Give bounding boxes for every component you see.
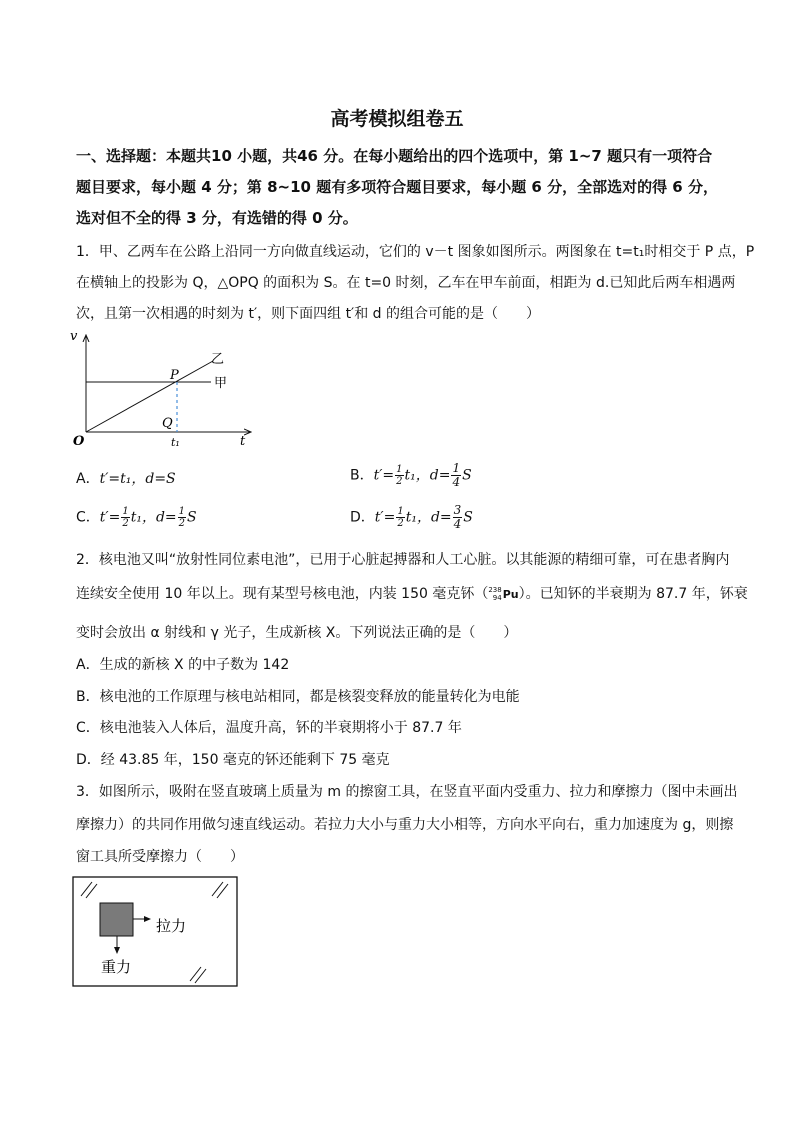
q1-stem-line2: 在横轴上的投影为 Q，△OPQ 的面积为 S。在 t=0 时刻，乙车在甲车前面，相距为 d.已知此后两车相遇两 bbox=[76, 275, 736, 291]
q2-option-a[interactable]: A．生成的新核 X 的中子数为 142 bbox=[76, 657, 290, 673]
option-expr-post: S bbox=[462, 467, 472, 484]
fraction-1: $\frac{1}{2}$ bbox=[396, 464, 403, 487]
cleaning-tool-block bbox=[100, 903, 133, 936]
q2-stem-line3: 变时会放出 α 射线和 γ 光子，生成新核 X。下列说法正确的是（ ） bbox=[76, 625, 518, 641]
jia-label: 甲 bbox=[214, 376, 228, 391]
nuclide-symbol: Pu bbox=[502, 588, 519, 601]
q1-option-b[interactable] bbox=[350, 462, 472, 489]
line-yi bbox=[86, 361, 213, 432]
nuclide-numbers: 238 94 bbox=[488, 586, 502, 602]
q1-stem-line1: 1．甲、乙两车在公路上沿同一方向做直线运动，它们的 v－t 图象如图所示。两图象在 t=t₁时相交于 P 点，P bbox=[76, 244, 755, 260]
q3-stem-line1: 3．如图所示，吸附在竖直玻璃上质量为 m 的擦窗工具，在竖直平面内受重力、拉力和摩擦力（图中未画出 bbox=[76, 784, 738, 800]
option-expr-mid: t₁，d= bbox=[404, 467, 451, 484]
option-expr-pre: t′= bbox=[373, 467, 395, 484]
section-instructions-line3: 选对但不全的得 3 分，有选错的得 0 分。 bbox=[76, 209, 358, 227]
q2-option-b[interactable]: B．核电池的工作原理与核电站相同，都是核裂变释放的能量转化为电能 bbox=[76, 689, 520, 705]
q3-stem-line2: 摩擦力）的共同作用做匀速直线运动。若拉力大小与重力大小相等，方向水平向右，重力加速度为 g，则擦 bbox=[76, 817, 734, 833]
window-cleaner-figure bbox=[72, 876, 240, 988]
fraction-1: $\frac{1}{2}$ bbox=[397, 506, 404, 529]
q2-option-c[interactable]: C．核电池装入人体后，温度升高，钚的半衰期将小于 87.7 年 bbox=[76, 720, 462, 736]
v-axis-label: v bbox=[70, 329, 78, 344]
point-q-label: Q bbox=[162, 416, 173, 431]
q2-option-d[interactable]: D．经 43.85 年，150 毫克的钚还能剩下 75 毫克 bbox=[76, 752, 390, 768]
option-letter: B． bbox=[350, 467, 374, 484]
option-expr-pre: t′= bbox=[374, 509, 396, 526]
t1-label: t₁ bbox=[171, 436, 180, 449]
q1-stem-line3: 次，且第一次相遇的时刻为 t′，则下面四组 t′和 d 的组合可能的是（ ） bbox=[76, 306, 541, 322]
option-expr-post: S bbox=[187, 509, 197, 526]
page-title: 高考模拟组卷五 bbox=[330, 108, 464, 130]
yi-label: 乙 bbox=[211, 352, 225, 367]
option-expr-mid: t₁，d= bbox=[405, 509, 452, 526]
q1-option-a[interactable] bbox=[76, 468, 176, 488]
option-letter: D． bbox=[350, 509, 375, 526]
q3-stem-line3: 窗工具所受摩擦力（ ） bbox=[76, 849, 244, 865]
pull-force-label: 拉力 bbox=[156, 917, 187, 935]
option-expr-mid: t₁，d= bbox=[130, 509, 177, 526]
q2-stem-line1: 2．核电池又叫“放射性同位素电池”，已用于心脏起搏器和人工心脏。以其能源的精细可靠，可在患者胸内 bbox=[76, 552, 730, 568]
fraction-1: $\frac{1}{2}$ bbox=[122, 506, 129, 529]
gravity-label: 重力 bbox=[101, 958, 132, 976]
option-expr-post: S bbox=[463, 509, 473, 526]
option-letter: A． bbox=[76, 471, 100, 487]
fraction-2: $\frac{1}{4}$ bbox=[452, 461, 461, 489]
fraction-2: $\frac{1}{2}$ bbox=[178, 506, 186, 529]
vt-graph bbox=[66, 328, 256, 450]
q2-stem-line2: 连续安全使用 10 年以上。现有某型号核电池，内装 150 毫克钚（ 238 94 Pu）。已知钚的半衰期为 87.7 年，钚衰 bbox=[76, 586, 748, 602]
origin-label: O bbox=[73, 434, 85, 449]
option-expression: t′=t₁，d=S bbox=[99, 471, 176, 487]
point-p-label: P bbox=[170, 368, 179, 383]
option-expr-pre: t′= bbox=[99, 509, 121, 526]
fraction-2: $\frac{3}{4}$ bbox=[453, 503, 462, 531]
glass-pane bbox=[73, 877, 237, 986]
t-axis-label: t bbox=[240, 434, 246, 449]
option-letter: C． bbox=[76, 509, 100, 526]
section-instructions-line1: 一、选择题：本题共10 小题，共46 分。在每小题给出的四个选项中，第 1~7 题只有一项符合 bbox=[76, 147, 713, 165]
q1-option-d[interactable] bbox=[350, 504, 473, 531]
q1-option-c[interactable] bbox=[76, 506, 197, 529]
section-instructions-line2: 题目要求，每小题 4 分；第 8~10 题有多项符合题目要求，每小题 6 分，全部选对的得 6 分， bbox=[76, 178, 718, 196]
